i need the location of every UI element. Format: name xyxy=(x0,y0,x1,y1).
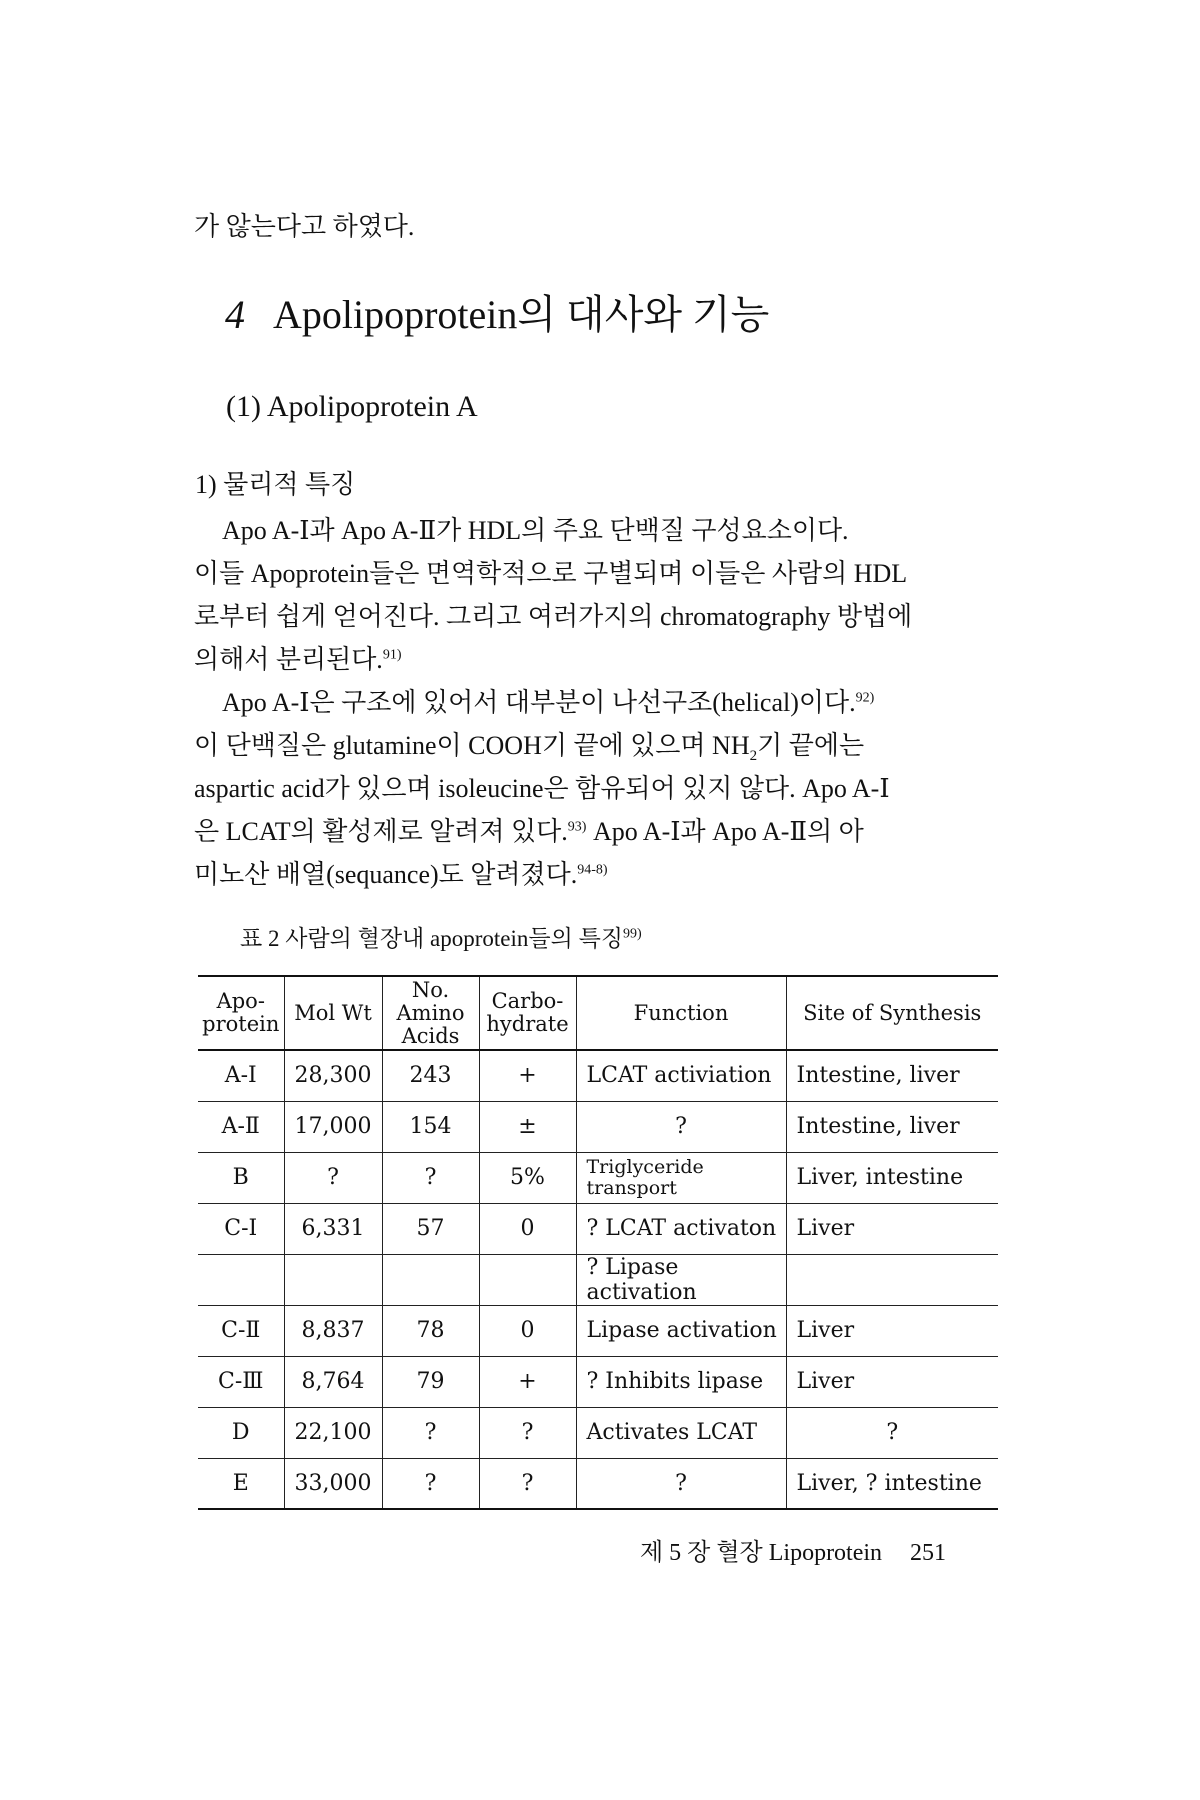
table-row xyxy=(198,1152,998,1203)
subsection-heading: (1) Apolipoprotein A xyxy=(226,390,478,423)
paragraph-2-text-2b: 기 끝에는 xyxy=(757,731,865,760)
paragraph-2-text-1: Apo A-Ⅰ은 구조에 있어서 대부분이 나선구조(helical)이다. xyxy=(222,688,856,717)
page-footer xyxy=(640,1537,946,1569)
header-amino-acids: No. Amino Acids xyxy=(382,976,479,1050)
reference-93: 93) xyxy=(567,819,587,835)
cell-function: Lipase activation xyxy=(576,1305,786,1356)
cell-carbohydrate: ? xyxy=(479,1407,576,1458)
cell-amino-acids: 154 xyxy=(382,1101,479,1152)
cell-site: Liver xyxy=(786,1305,998,1356)
cell-function: ? LCAT activaton xyxy=(576,1203,786,1254)
cell-apoprotein: C-Ⅱ xyxy=(221,1318,261,1343)
cell-site: Intestine, liver xyxy=(786,1050,998,1101)
cell-mol-wt: 17,000 xyxy=(284,1101,382,1152)
cell-mol-wt: 33,000 xyxy=(284,1458,382,1509)
paragraph-2-line-1 xyxy=(222,686,1022,720)
table-row xyxy=(198,1101,998,1152)
reference-94-8: 94-8) xyxy=(577,862,608,878)
cell-site: Liver xyxy=(786,1203,998,1254)
cell-apoprotein xyxy=(198,1254,284,1305)
header-function: Function xyxy=(576,976,786,1050)
cell-amino-acids xyxy=(382,1254,479,1305)
cell-mol-wt: ? xyxy=(284,1152,382,1203)
table-header-row xyxy=(198,976,998,1050)
cell-function: ? Inhibits lipase xyxy=(576,1356,786,1407)
cell-function: LCAT activiation xyxy=(576,1050,786,1101)
cell-apoprotein: C-Ⅰ xyxy=(224,1216,258,1241)
cell-site: Liver, intestine xyxy=(786,1152,998,1203)
section-title: Apolipoprotein의 대사와 기능 xyxy=(273,292,770,337)
table-row xyxy=(198,1050,998,1101)
section-heading xyxy=(225,290,769,340)
cell-function: Triglyceride transport xyxy=(576,1152,786,1203)
cell-carbohydrate: ± xyxy=(479,1101,576,1152)
cell-amino-acids: ? xyxy=(382,1407,479,1458)
table-caption xyxy=(240,924,642,954)
cell-carbohydrate xyxy=(479,1254,576,1305)
cell-amino-acids: 243 xyxy=(382,1050,479,1101)
table-row xyxy=(198,1203,998,1254)
cell-amino-acids: 78 xyxy=(382,1305,479,1356)
cell-carbohydrate: 0 xyxy=(479,1305,576,1356)
cell-function: ? xyxy=(576,1101,786,1152)
table-row xyxy=(198,1407,998,1458)
cell-mol-wt: 28,300 xyxy=(284,1050,382,1101)
nh2-subscript: 2 xyxy=(749,748,758,765)
paragraph-1-text: 의해서 분리된다. xyxy=(194,645,383,674)
cell-function: ? Lipase activation xyxy=(576,1254,786,1305)
cell-amino-acids: ? xyxy=(382,1152,479,1203)
table-row xyxy=(198,1305,998,1356)
cell-carbohydrate: ? xyxy=(479,1458,576,1509)
subsubsection-heading: 1) 물리적 특징 xyxy=(195,470,356,499)
paragraph-2-line-5 xyxy=(194,858,994,892)
paragraph-2-text-2a: 이 단백질은 glutamine이 COOH기 끝에 있으며 NH xyxy=(194,731,750,760)
table-caption-text: 표 2 사람의 혈장내 apoprotein들의 특징 xyxy=(240,926,624,951)
cell-site: Liver, ? intestine xyxy=(786,1458,998,1509)
cell-site xyxy=(786,1254,998,1305)
header-site: Site of Synthesis xyxy=(786,976,998,1050)
cell-mol-wt: 8,837 xyxy=(284,1305,382,1356)
cell-site: Intestine, liver xyxy=(786,1101,998,1152)
cell-amino-acids: 79 xyxy=(382,1356,479,1407)
reference-91: 91) xyxy=(382,647,402,663)
paragraph-1-line-2: 이들 Apoprotein들은 면역학적으로 구별되며 이들은 사람의 HDL xyxy=(194,559,908,588)
paragraph-1-line-4 xyxy=(194,643,994,677)
paragraph-2-text-5: 미노산 배열(sequance)도 알려졌다. xyxy=(194,860,578,889)
reference-99: 99) xyxy=(623,926,642,942)
cell-mol-wt: 22,100 xyxy=(284,1407,382,1458)
paragraph-2-text-4b: Apo A-Ⅰ과 Apo A-Ⅱ의 아 xyxy=(586,817,864,846)
table-row xyxy=(198,1356,998,1407)
section-number: 4 xyxy=(225,292,245,337)
cell-site: ? xyxy=(786,1407,998,1458)
cell-apoprotein: C-Ⅲ xyxy=(218,1369,264,1394)
header-carbohydrate: Carbo-hydrate xyxy=(479,976,576,1050)
reference-92: 92) xyxy=(855,690,875,706)
cell-apoprotein: B xyxy=(232,1165,249,1190)
cell-apoprotein: E xyxy=(232,1470,249,1496)
paragraph-2-line-2 xyxy=(194,729,994,763)
page-number: 251 xyxy=(910,1540,947,1566)
cell-apoprotein: A-Ⅰ xyxy=(224,1063,257,1089)
cell-carbohydrate: + xyxy=(479,1356,576,1407)
cell-carbohydrate: 5% xyxy=(479,1152,576,1203)
cell-site: Liver xyxy=(786,1356,998,1407)
cell-mol-wt: 6,331 xyxy=(284,1203,382,1254)
table-row xyxy=(198,1458,998,1509)
running-chapter-title: 제 5 장 혈장 Lipoprotein xyxy=(640,1540,883,1566)
cell-apoprotein: D xyxy=(231,1420,250,1445)
cell-carbohydrate: 0 xyxy=(479,1203,576,1254)
table-row xyxy=(198,1254,998,1305)
apoprotein-table xyxy=(198,975,998,1510)
cell-amino-acids: ? xyxy=(382,1458,479,1509)
header-mol-wt: Mol Wt xyxy=(284,976,382,1050)
cell-function: Activates LCAT xyxy=(576,1407,786,1458)
paragraph-1-line-3: 로부터 쉽게 얻어진다. 그리고 여러가지의 chromatography 방법에 xyxy=(194,602,913,631)
cell-amino-acids: 57 xyxy=(382,1203,479,1254)
continued-text-line: 가 않는다고 하였다. xyxy=(194,212,415,241)
cell-function: ? xyxy=(576,1458,786,1509)
paragraph-2-line-3: aspartic acid가 있으며 isoleucine은 함유되어 있지 않다. Apo A-Ⅰ xyxy=(194,774,890,803)
cell-apoprotein: A-Ⅱ xyxy=(221,1114,260,1139)
header-apoprotein: Apo-protein xyxy=(202,989,280,1036)
paragraph-2-text-4a: 은 LCAT의 활성제로 알려져 있다. xyxy=(194,817,568,846)
cell-mol-wt: 8,764 xyxy=(284,1356,382,1407)
cell-carbohydrate: + xyxy=(479,1050,576,1101)
cell-mol-wt xyxy=(284,1254,382,1305)
paragraph-2-line-4 xyxy=(194,815,994,849)
paragraph-1-line-1: Apo A-Ⅰ과 Apo A-Ⅱ가 HDL의 주요 단백질 구성요소이다. xyxy=(222,516,849,545)
